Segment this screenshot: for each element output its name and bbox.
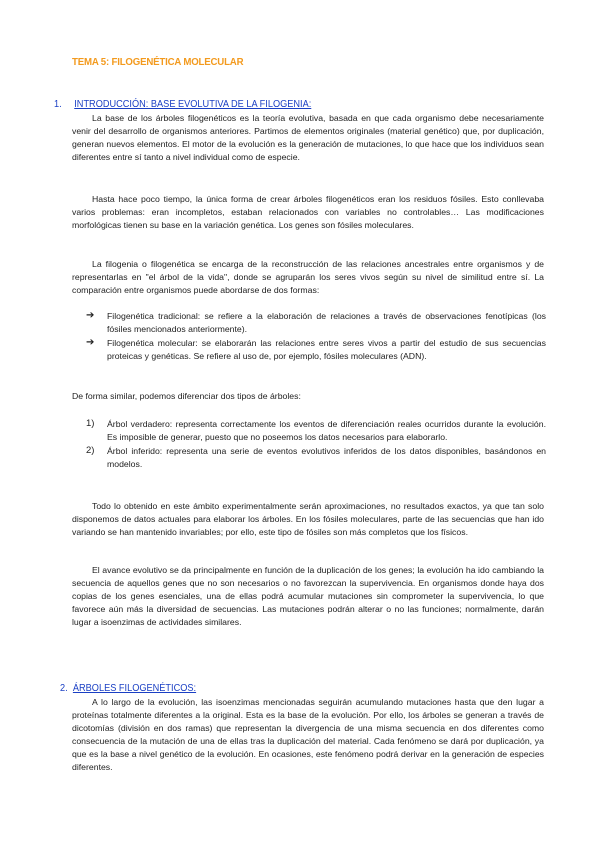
section-1-paragraph-1 bbox=[72, 112, 544, 164]
list-item-text: Filogenética molecular: se elaborarán las relaciones entre seres vivos a partir del estudio de sus secuencias proteicas y genéticas. Se refiere al uso de, por ejemplo, fósiles moleculares (ADN). bbox=[107, 337, 546, 361]
list-item-text: Árbol verdadero: representa correctamente los eventos de diferenciación reales ocurridos durante la evolución. Es imposible de generar, puesto que no poseemos los datos necesarios para elaborarlo. bbox=[107, 419, 546, 442]
section-1-paragraph-4: De forma similar, podemos diferenciar dos tipos de árboles: bbox=[72, 391, 301, 401]
section-1-heading bbox=[54, 99, 311, 110]
list-number: 2) bbox=[86, 444, 95, 456]
list-item bbox=[86, 337, 546, 363]
list-number: 1) bbox=[86, 418, 95, 429]
phylogenetics-forms-list bbox=[86, 310, 546, 364]
section-2-heading-text: ÁRBOLES FILOGENÉTICOS: bbox=[72, 683, 197, 694]
section-2-paragraph-1 bbox=[72, 696, 544, 773]
list-item-text: Filogenética tradicional: se refiere a la elaboración de relaciones a través de observaciones fenotípicas (los fósiles mencionados anteriormente). bbox=[107, 311, 546, 334]
section-1-paragraph-3 bbox=[72, 258, 544, 297]
section-1-paragraph-6-text: El avance evolutivo se da principalmente en función de la duplicación de los genes; la evolución ha ido cambiando la secuencia de aquellos genes que no son necesarios o no favorezcan la supervivencia. En organismos donde haya dos copias de los genes esenciales, una de ellas podrá acumular mutaciones sin comprometer la supervivencia, lo que favorece aún más la diversidad de secuencias. Las mutaciones podrán alterar o no las funciones; normalmente, darán lugar a isoenzimas de actividades similares. bbox=[72, 565, 544, 627]
section-2-paragraph-1-text: A lo largo de la evolución, las isoenzimas mencionadas seguirán acumulando mutaciones hasta que den lugar a proteínas totalmente diferentes a la original. Esta es la base de la evolución. Por ello, los árboles se generan a través de dicotomías (división en dos ramas) que representan la divergencia de una misma secuencia en dos diferentes como consecuencia de la mutación de una de ellas tras la duplicación del material. Cada fenómeno se dará por duplicación, ya que es la base a nivel genético de la evolución. En ocasiones, este fenómeno podrá derivar en la generación de especies diferentes. bbox=[72, 697, 544, 772]
section-1-paragraph-6 bbox=[72, 564, 544, 629]
list-item bbox=[86, 445, 546, 471]
document-title: TEMA 5: FILOGENÉTICA MOLECULAR bbox=[72, 56, 244, 68]
section-1-heading-text: INTRODUCCIÓN: BASE EVOLUTIVA DE LA FILOGENIA: bbox=[74, 99, 312, 110]
tree-types-list bbox=[86, 418, 546, 472]
list-item-text: Árbol inferido: representa una serie de eventos evolutivos inferidos de los datos disponibles, basándonos en modelos. bbox=[107, 445, 546, 469]
section-1-paragraph-2 bbox=[72, 193, 544, 232]
arrow-right-icon: ➔ bbox=[86, 310, 95, 321]
arrow-right-icon: ➔ bbox=[86, 336, 95, 348]
section-1-number: 1. bbox=[54, 99, 62, 110]
section-2-number: 2. bbox=[60, 683, 68, 694]
section-1-paragraph-1-text: La base de los árboles filogenéticos es la teoría evolutiva, basada en que cada organismo debe necesariamente venir del desarrollo de organismos anteriores. Partimos de elementos originales (material genético) que, por duplicación, generan nuevos elementos. El motor de la evolución es la generación de mutaciones, lo que hace que los individuos sean diferentes entre sí tanto a nivel individual como de especie. bbox=[72, 113, 544, 162]
section-1-paragraph-2-text: Hasta hace poco tiempo, la única forma de crear árboles filogenéticos eran los residuos fósiles. Esto conllevaba varios problemas: eran incompletos, estaban relacionados con variables no controlables… Las modificaciones morfológicas tienen su base en la variación genética. Los genes son fósiles moleculares. bbox=[72, 194, 544, 230]
section-1-paragraph-5 bbox=[72, 500, 544, 539]
section-1-paragraph-5-text: Todo lo obtenido en este ámbito experimentalmente serán aproximaciones, no resultados exactos, ya que tan solo disponemos de datos actuales para elaborar los árboles. En los fósiles moleculares, parte de las secuencias que han ido variando se han mantenido invariables; por ello, este tipo de fósiles son más completos que los físicos. bbox=[72, 501, 544, 537]
section-2-heading bbox=[60, 683, 196, 694]
list-item bbox=[86, 418, 546, 444]
section-1-paragraph-3-text: La filogenia o filogenética se encarga de la reconstrucción de las relaciones ancestrales entre organismos y de representarlas en "el árbol de la vida", donde se agruparán los seres vivos según su nivel de similitud entre sí. La comparación entre organismos puede abordarse de dos formas: bbox=[72, 259, 544, 295]
list-item bbox=[86, 310, 546, 336]
